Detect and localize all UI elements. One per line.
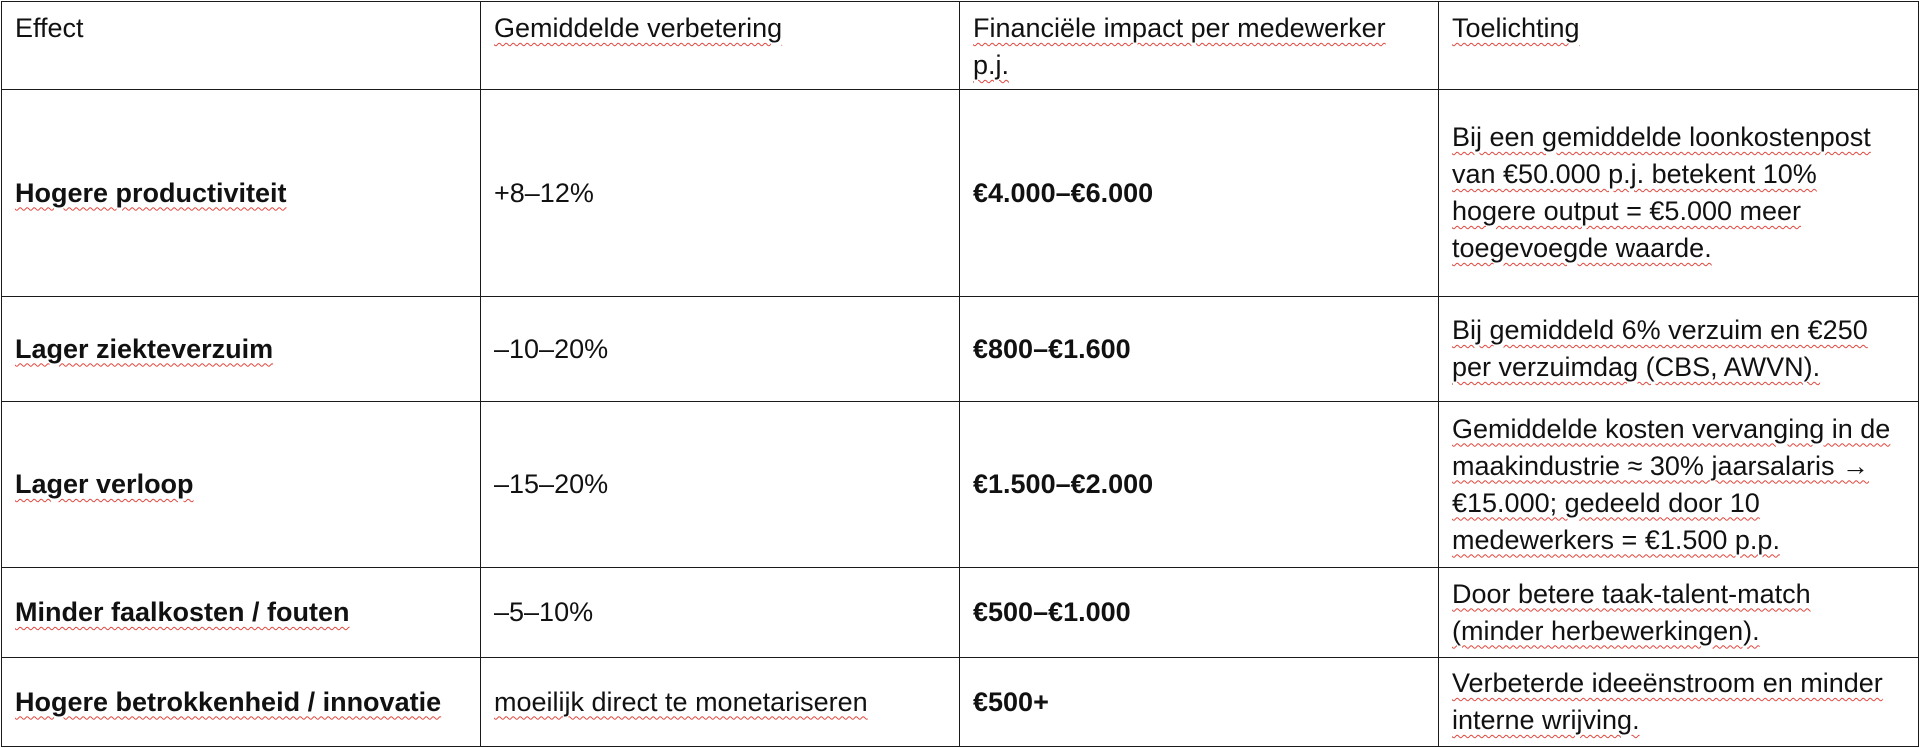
- table-row: [2, 568, 1919, 658]
- table-row: [2, 297, 1919, 402]
- cell-effect: Hogere betrokkenheid / innovatie: [2, 658, 481, 747]
- cell-effect: Lager ziekteverzuim: [2, 297, 481, 402]
- header-toelichting: Toelichting: [1439, 2, 1919, 90]
- cell-impact: €500+: [960, 658, 1439, 747]
- impact-table: [1, 1, 1919, 747]
- cell-verbetering: –15–20%: [481, 402, 960, 568]
- cell-verbetering: –10–20%: [481, 297, 960, 402]
- cell-impact: €4.000–€6.000: [960, 90, 1439, 297]
- cell-impact: €1.500–€2.000: [960, 402, 1439, 568]
- cell-effect: Minder faalkosten / fouten: [2, 568, 481, 658]
- cell-toelichting: Bij een gemiddelde loonkostenpost van €50.000 p.j. betekent 10% hogere output = €5.000 meer toegevoegde waarde.: [1439, 90, 1919, 297]
- cell-verbetering: moeilijk direct te monetariseren: [481, 658, 960, 747]
- cell-impact: €800–€1.600: [960, 297, 1439, 402]
- cell-effect: Lager verloop: [2, 402, 481, 568]
- cell-toelichting: Verbeterde ideeënstroom en minder interne wrijving.: [1439, 658, 1919, 747]
- table-row: [2, 90, 1919, 297]
- cell-toelichting: Door betere taak-talent-match (minder herbewerkingen).: [1439, 568, 1919, 658]
- table-row: [2, 658, 1919, 747]
- table-row: [2, 402, 1919, 568]
- cell-impact: €500–€1.000: [960, 568, 1439, 658]
- cell-verbetering: –5–10%: [481, 568, 960, 658]
- header-row: [2, 2, 1919, 90]
- cell-toelichting: Bij gemiddeld 6% verzuim en €250 per verzuimdag (CBS, AWVN).: [1439, 297, 1919, 402]
- cell-toelichting: Gemiddelde kosten vervanging in de maakindustrie ≈ 30% jaarsalaris → €15.000; gedeeld door 10 medewerkers = €1.500 p.p.: [1439, 402, 1919, 568]
- header-effect: Effect: [2, 2, 481, 90]
- cell-effect: Hogere productiviteit: [2, 90, 481, 297]
- header-verbetering: Gemiddelde verbetering: [481, 2, 960, 90]
- header-impact: Financiële impact per medewerker p.j.: [960, 2, 1439, 90]
- cell-verbetering: +8–12%: [481, 90, 960, 297]
